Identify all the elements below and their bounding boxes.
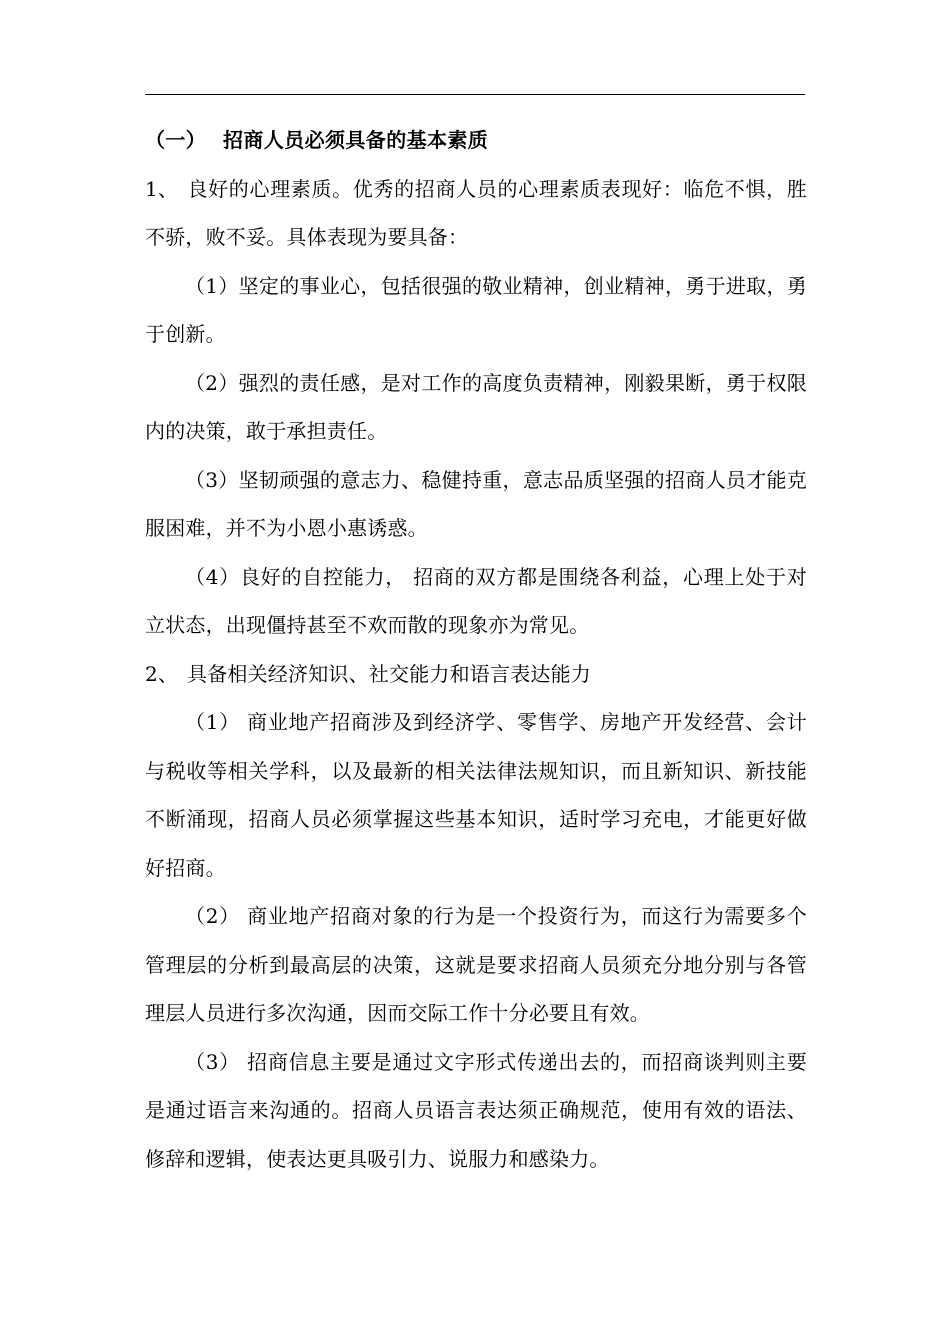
section-2-number: 2、 [145,661,179,686]
heading-number: （一） [145,128,207,152]
heading-title: 招商人员必须具备的基本素质 [223,128,489,152]
document-body [145,116,807,1183]
header-rule [145,94,805,95]
section-2-item-1: （1） 商业地产招商涉及到经济学、零售学、房地产开发经营、会计与税收等相关学科，以及最新的相关法律法规知识，而且新知识、新技能不断涌现，招商人员必须掌握这些基本知识，适时学习充电，才能更好做好招商。 [145,710,807,880]
section-2-intro [145,650,807,699]
section-1-item-3: （3）坚韧顽强的意志力、稳健持重，意志品质坚强的招商人员才能克服困难，并不为小恩小惠诱惑。 [145,467,807,540]
section-1-intro [145,165,807,262]
section-1-item-1: （1）坚定的事业心，包括很强的敬业精神，创业精神，勇于进取，勇于创新。 [145,273,807,346]
section-heading [145,116,807,165]
section-1-item-2: （2）强烈的责任感，是对工作的高度负责精神，刚毅果断，勇于权限内的决策，敢于承担责任。 [145,370,807,443]
section-1-number: 1、 [145,176,179,201]
section-1-intro-text: 良好的心理素质。优秀的招商人员的心理素质表现好：临危不惧，胜不骄，败不妥。具体表现为要具备： [145,176,807,249]
section-1-item-4: （4）良好的自控能力， 招商的双方都是围绕各利益，心理上处于对立状态，出现僵持甚至不欢而散的现象亦为常见。 [145,564,807,637]
section-2-item-3: （3） 招商信息主要是通过文字形式传递出去的，而招商谈判则主要是通过语言来沟通的。招商人员语言表达须正确规范，使用有效的语法、修辞和逻辑，使表达更具吸引力、说服力和感染力。 [145,1049,807,1171]
section-2-intro-text: 具备相关经济知识、社交能力和语言表达能力 [187,661,591,686]
section-2-item-2: （2） 商业地产招商对象的行为是一个投资行为，而这行为需要多个管理层的分析到最高层的决策，这就是要求招商人员须充分地分别与各管理层人员进行多次沟通，因而交际工作十分必要且有效。 [145,904,807,1025]
